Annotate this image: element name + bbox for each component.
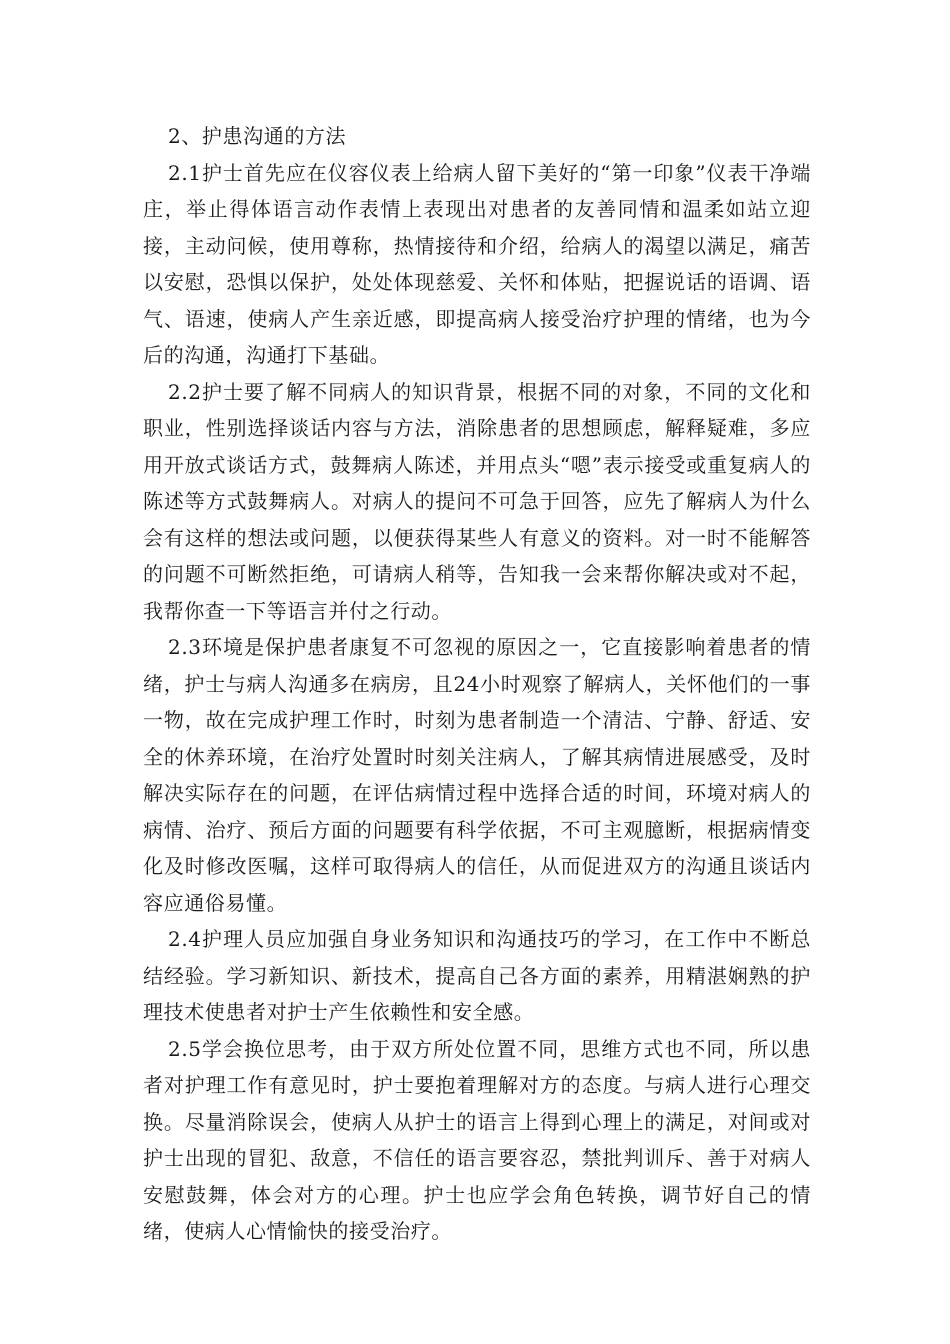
paragraph-2-1: 2.1护士首先应在仪容仪表上给病人留下美好的“第一印象”仪表干净端庄，举止得体语言动作表情上表现出对患者的友善同情和温柔如站立迎接，主动问候，使用尊称，热情接待和介绍，给病人的渴望以满足，痛苦以安慰，恐惧以保护，处处体现慈爱、关怀和体贴，把握说话的语调、语气、语速，使病人产生亲近感，即提高病人接受治疗护理的情绪，也为今后的沟通，沟通打下基础。 xyxy=(143,160,811,367)
paragraph-2-3: 2.3环境是保护患者康复不可忽视的原因之一，它直接影响着患者的情绪，护士与病人沟通多在病房，且24小时观察了解病人，关怀他们的一事一物，故在完成护理工作时，时刻为患者制造一个清洁、宁静、舒适、安全的休养环境，在治疗处置时时刻关注病人，了解其病情进展感受，及时解决实际存在的问题，在评估病情过程中选择合适的时间，环境对病人的病情、治疗、预后方面的问题要有科学依据，不可主观臆断，根据病情变化及时修改医嘱，这样可取得病人的信任，从而促进双方的沟通且谈话内容应通俗易懂。 xyxy=(143,635,811,915)
section-heading: 2、护患沟通的方法 xyxy=(168,124,347,148)
document-body xyxy=(143,118,811,1250)
paragraph-2-4: 2.4护理人员应加强自身业务知识和沟通技巧的学习，在工作中不断总结经验。学习新知识、新技术，提高自己各方面的素养，用精湛娴熟的护理技术使患者对护士产生依赖性和安全感。 xyxy=(143,927,811,1024)
paragraph-2-2: 2.2护士要了解不同病人的知识背景，根据不同的对象，不同的文化和职业，性别选择谈话内容与方法，消除患者的思想顾虑，解释疑难，多应用开放式谈话方式，鼓舞病人陈述，并用点头“嗯”表示接受或重复病人的陈述等方式鼓舞病人。对病人的提问不可急于回答，应先了解病人为什么会有这样的想法或问题，以便获得某些人有意义的资料。对一时不能解答的问题不可断然拒绝，可请病人稍等，告知我一会来帮你解决或对不起，我帮你查一下等语言并付之行动。 xyxy=(143,379,811,623)
paragraph-2-5: 2.5学会换位思考，由于双方所处位置不同，思维方式也不同，所以患者对护理工作有意见时，护士要抱着理解对方的态度。与病人进行心理交换。尽量消除误会，使病人从护士的语言上得到心理上的满足，对间或对护士出现的冒犯、敌意，不信任的语言要容忍，禁批判训斥、善于对病人安慰鼓舞，体会对方的心理。护士也应学会角色转换，调节好自己的情绪，使病人心情愉快的接受治疗。 xyxy=(143,1036,811,1243)
